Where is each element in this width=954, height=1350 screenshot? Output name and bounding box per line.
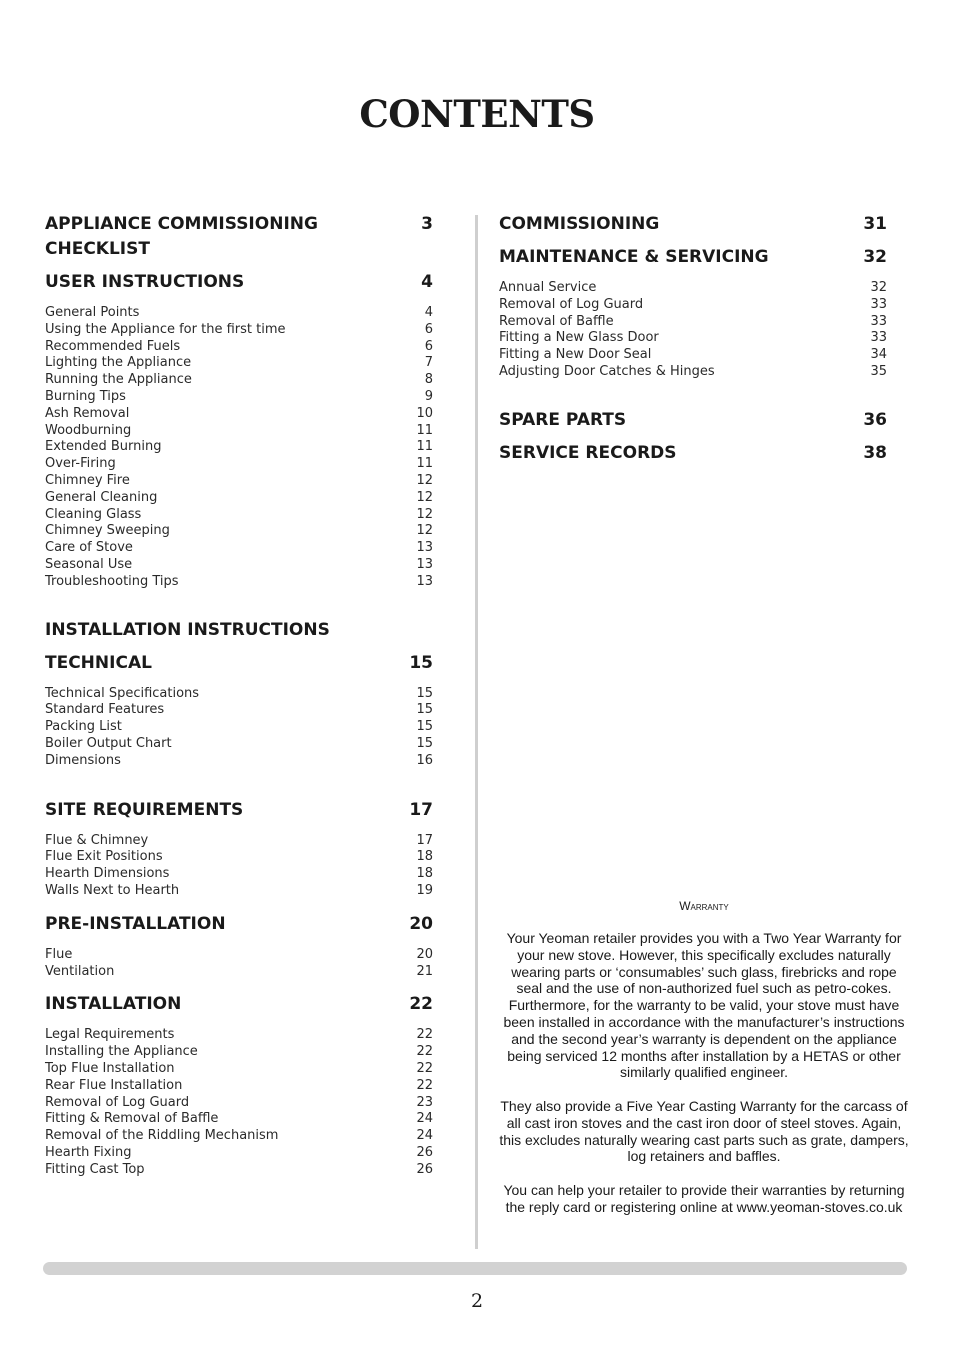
toc-item[interactable]: Hearth Fixing 26 — [45, 1144, 433, 1160]
toc-item[interactable]: Ash Removal 10 — [45, 405, 433, 421]
section-label: SITE REQUIREMENTS — [45, 799, 244, 820]
section-page: 32 — [863, 247, 887, 267]
section-label: PRE-INSTALLATION — [45, 913, 226, 934]
section-page: 15 — [409, 652, 433, 673]
toc-item[interactable]: Woodburning 11 — [45, 422, 433, 438]
section-label: COMMISSIONING — [499, 214, 660, 234]
toc-list-installation — [45, 1027, 433, 1178]
toc-item[interactable]: Chimney Fire 12 — [45, 472, 433, 488]
toc-list-maintenance — [499, 280, 887, 381]
toc-item[interactable]: Using the Appliance for the first time 6 — [45, 321, 433, 337]
section-label: SERVICE RECORDS — [499, 442, 677, 463]
toc-section-commissioning[interactable] — [499, 212, 887, 237]
warranty-heading: Warranty — [679, 899, 729, 913]
toc-item[interactable]: Flue Exit Positions 18 — [45, 849, 433, 865]
toc-item[interactable]: Dimensions 16 — [45, 752, 433, 768]
toc-item[interactable]: Extended Burning 11 — [45, 439, 433, 455]
toc-item[interactable]: Recommended Fuels 6 — [45, 338, 433, 354]
toc-section-checklist[interactable] — [45, 212, 433, 262]
toc-item[interactable]: Over-Firing 11 — [45, 456, 433, 472]
section-label: USER INSTRUCTIONS — [45, 272, 245, 292]
toc-item[interactable]: Ventilation 21 — [45, 963, 433, 979]
toc-section-service-records[interactable] — [499, 441, 887, 466]
toc-section-maintenance[interactable] — [499, 245, 887, 270]
toc-item[interactable]: Fitting a New Door Seal 34 — [499, 347, 887, 363]
warranty-paragraph: You can help your retailer to provide their warranties by returning the reply card or registering online at www.yeoman-stoves.co.uk — [503, 1181, 905, 1215]
toc-left-column — [45, 212, 433, 1178]
toc-item[interactable]: Rear Flue Installation 22 — [45, 1077, 433, 1093]
toc-item[interactable]: Technical Specifications 15 — [45, 685, 433, 701]
toc-item[interactable]: Removal of Log Guard 23 — [45, 1094, 433, 1110]
toc-list-technical — [45, 686, 433, 770]
section-label: TECHNICAL — [45, 652, 152, 673]
toc-item[interactable]: Installing the Appliance 22 — [45, 1044, 433, 1060]
section-page: 22 — [409, 994, 433, 1015]
warranty-block — [497, 898, 911, 1232]
toc-item[interactable]: Care of Stove 13 — [45, 540, 433, 556]
section-page: 17 — [409, 799, 433, 820]
section-label: SPARE PARTS — [499, 409, 627, 430]
toc-item[interactable]: Chimney Sweeping 12 — [45, 523, 433, 539]
toc-item[interactable]: Troubleshooting Tips 13 — [45, 573, 433, 589]
toc-section-user-instructions[interactable] — [45, 270, 433, 295]
toc-list-site — [45, 833, 433, 900]
toc-list-pre — [45, 947, 433, 981]
toc-item[interactable]: Fitting Cast Top 26 — [45, 1161, 433, 1177]
toc-item[interactable]: Burning Tips 9 — [45, 388, 433, 404]
footer-bar — [43, 1262, 907, 1275]
toc-item[interactable]: Adjusting Door Catches & Hinges 35 — [499, 363, 887, 379]
toc-item[interactable]: General Points 4 — [45, 305, 433, 320]
toc-item[interactable]: Annual Service 32 — [499, 280, 887, 295]
column-divider — [475, 215, 478, 1249]
section-label: INSTALLATION — [45, 994, 182, 1015]
toc-item[interactable]: Removal of Log Guard 33 — [499, 296, 887, 312]
toc-item[interactable]: Fitting & Removal of Baffle 24 — [45, 1111, 433, 1127]
section-label: MAINTENANCE & SERVICING — [499, 247, 769, 267]
page-title: CONTENTS — [359, 92, 595, 136]
toc-item[interactable]: Standard Features 15 — [45, 702, 433, 718]
section-label: INSTALLATION INSTRUCTIONS — [45, 619, 330, 640]
section-page: 20 — [409, 913, 433, 934]
toc-item[interactable]: Boiler Output Chart 15 — [45, 735, 433, 751]
toc-item[interactable]: Legal Requirements 22 — [45, 1027, 433, 1043]
toc-item[interactable]: Removal of the Riddling Mechanism 24 — [45, 1128, 433, 1144]
toc-section-pre-installation[interactable] — [45, 912, 433, 937]
toc-item[interactable]: Fitting a New Glass Door 33 — [499, 330, 887, 346]
toc-item[interactable]: Cleaning Glass 12 — [45, 506, 433, 522]
toc-item[interactable]: Running the Appliance 8 — [45, 372, 433, 388]
warranty-paragraph: They also provide a Five Year Casting Warranty for the carcass of all cast iron stoves and the cast iron door of steel stoves. Again, this excludes naturally wearing cast parts such as grate, dampers, log retainers and baffles. — [499, 1097, 909, 1165]
toc-item[interactable]: Flue & Chimney 17 — [45, 832, 433, 848]
section-page: 4 — [421, 272, 433, 292]
toc-section-technical[interactable] — [45, 651, 433, 676]
toc-item[interactable]: Lighting the Appliance 7 — [45, 355, 433, 371]
section-page: 31 — [863, 214, 887, 234]
toc-section-installation[interactable] — [45, 992, 433, 1017]
section-label: APPLIANCE COMMISSIONING CHECKLIST — [45, 214, 318, 259]
toc-item[interactable]: Flue 20 — [45, 946, 433, 962]
toc-list-user — [45, 305, 433, 591]
toc-section-spare-parts[interactable] — [499, 408, 887, 433]
toc-item[interactable]: Seasonal Use 13 — [45, 556, 433, 572]
section-page: 3 — [421, 214, 433, 234]
section-page: 36 — [863, 409, 887, 430]
toc-item[interactable]: Top Flue Installation 22 — [45, 1060, 433, 1076]
page-number: 2 — [470, 1290, 484, 1312]
toc-section-installation-instructions[interactable] — [45, 618, 433, 643]
section-page: 38 — [863, 442, 887, 463]
toc-item[interactable]: General Cleaning 12 — [45, 489, 433, 505]
toc-right-column — [499, 212, 887, 466]
toc-item[interactable]: Walls Next to Hearth 19 — [45, 882, 433, 898]
toc-item[interactable]: Removal of Baffle 33 — [499, 313, 887, 329]
toc-item[interactable]: Hearth Dimensions 18 — [45, 866, 433, 882]
toc-section-site-requirements[interactable] — [45, 798, 433, 823]
toc-item[interactable]: Packing List 15 — [45, 719, 433, 735]
warranty-paragraph: Your Yeoman retailer provides you with a Two Year Warranty for your new stove. However, this specifically excludes naturally wearing parts or ‘consumables’ such glass, firebricks and rope seal and the use of non-authorized fuel such as petro-cokes. Furthermore, for the warranty to be valid, your stove must have been installed in accordance with the manufacturer’s instructions and the second year’s warranty is dependent on the appliance being serviced 12 months after installation by a HETAS or other similarly qualified engineer. — [503, 930, 905, 1081]
